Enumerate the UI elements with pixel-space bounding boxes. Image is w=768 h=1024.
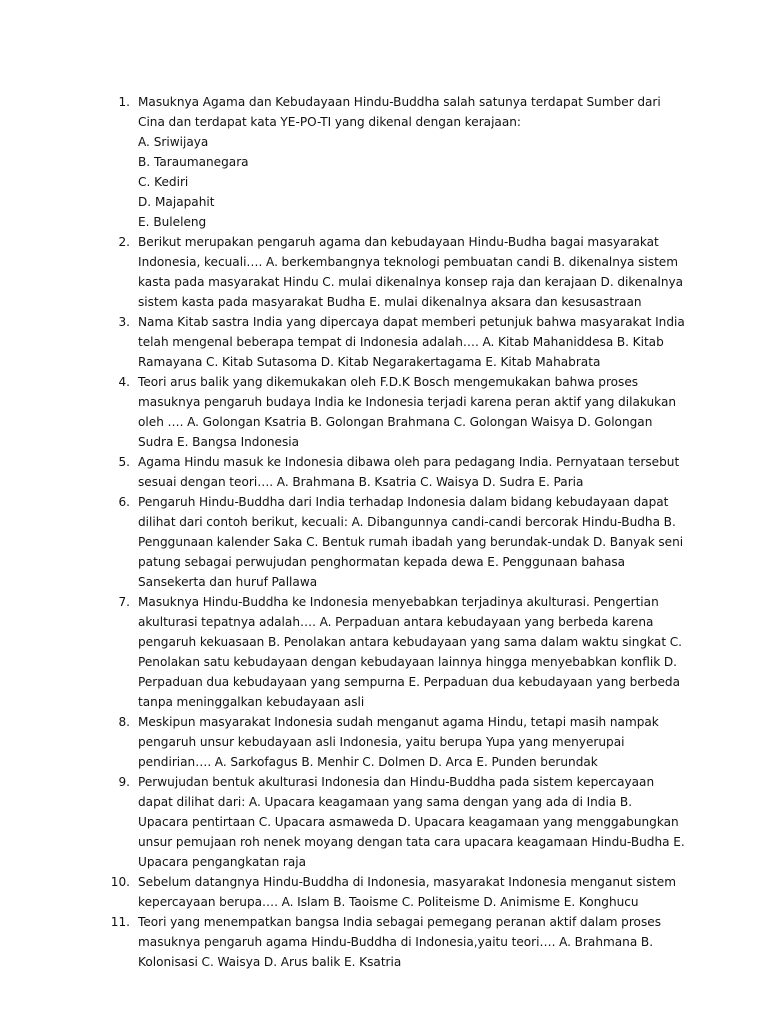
question-text: Teori arus balik yang dikemukakan oleh F.D.K Bosch mengemukakan bahwa proses masuknya pengaruh budaya India ke Indonesia terjadi karena peran aktif yang dilakukan oleh …. A. Golongan Ksatria B. Golongan Brahmana C. Golongan Waisya D. Golongan Sudra E. Bangsa Indonesia [138, 375, 677, 449]
question-item-4 [100, 372, 685, 452]
question-item-8 [100, 712, 685, 772]
question-number: 9. [118, 775, 130, 789]
question-number: 8. [118, 715, 130, 729]
question-list [100, 92, 685, 972]
option-list [138, 132, 685, 232]
question-item-3 [100, 312, 685, 372]
question-text: Pengaruh Hindu-Buddha dari India terhadap Indonesia dalam bidang kebudayaan dapat dilihat dari contoh berikut, kecuali: A. Dibangunnya candi-candi bercorak Hindu-Budha B. Penggunaan kalender Saka C. Bentuk rumah ibadah yang berundak-undak D. Banyak seni patung sebagai perwujudan penghormatan kepada dewa E. Penggunaan bahasa Sansekerta dan huruf Pallawa [138, 495, 684, 589]
question-text: Agama Hindu masuk ke Indonesia dibawa oleh para pedagang India. Pernyataan tersebut sesuai dengan teori…. A. Brahmana B. Ksatria C. Waisya D. Sudra E. Paria [138, 455, 680, 489]
question-text: Masuknya Agama dan Kebudayaan Hindu-Buddha salah satunya terdapat Sumber dari Cina dan terdapat kata YE-PO-TI yang dikenal dengan kerajaan: [138, 95, 661, 129]
question-item-7 [100, 592, 685, 712]
question-item-6 [100, 492, 685, 592]
question-number: 1. [118, 95, 130, 109]
question-number: 7. [118, 595, 130, 609]
question-text: Berikut merupakan pengaruh agama dan kebudayaan Hindu-Budha bagai masyarakat Indonesia, kecuali…. A. berkembangnya teknologi pembuatan candi B. dikenalnya sistem kasta pada masyarakat Hindu C. mulai dikenalnya konsep raja dan kerajaan D. dikenalnya sistem kasta pada masyarakat Budha E. mulai dikenalnya aksara dan kesusastraan [138, 235, 684, 309]
question-item-11 [100, 912, 685, 972]
question-text: Nama Kitab sastra India yang dipercaya dapat memberi petunjuk bahwa masyarakat India telah mengenal beberapa tempat di Indonesia adalah…. A. Kitab Mahaniddesa B. Kitab Ramayana C. Kitab Sutasoma D. Kitab Negarakertagama E. Kitab Mahabrata [138, 315, 685, 369]
question-item-10 [100, 872, 685, 912]
option-c: C. Kediri [138, 175, 189, 189]
question-number: 10. [110, 875, 130, 889]
question-number: 11. [110, 915, 130, 929]
question-number: 6. [118, 495, 130, 509]
question-number: 4. [118, 375, 130, 389]
question-number: 3. [118, 315, 130, 329]
option-b: B. Taraumanegara [138, 155, 249, 169]
question-number: 2. [118, 235, 130, 249]
question-text: Sebelum datangnya Hindu-Buddha di Indonesia, masyarakat Indonesia menganut sistem kepercayaan berupa…. A. Islam B. Taoisme C. Politeisme D. Animisme E. Konghucu [138, 875, 677, 909]
question-text: Perwujudan bentuk akulturasi Indonesia dan Hindu-Buddha pada sistem kepercayaan dapat dilihat dari: A. Upacara keagamaan yang sama dengan yang ada di India B. Upacara pentirtaan C. Upacara asmaweda D. Upacara keagamaan yang menggabungkan unsur pemujaan roh nenek moyang dengan tata cara upacara keagamaan Hindu-Budha E. Upacara pengangkatan raja [138, 775, 685, 869]
option-e: E. Buleleng [138, 215, 207, 229]
question-item-9 [100, 772, 685, 872]
question-item-5 [100, 452, 685, 492]
question-item-1 [100, 92, 685, 232]
option-a: A. Sriwijaya [138, 135, 209, 149]
question-item-2 [100, 232, 685, 312]
option-d: D. Majapahit [138, 195, 215, 209]
question-text: Masuknya Hindu-Buddha ke Indonesia menyebabkan terjadinya akulturasi. Pengertian akulturasi tepatnya adalah…. A. Perpaduan antara kebudayaan yang berbeda karena pengaruh kekuasaan B. Penolakan antara kebudayaan yang sama dalam waktu singkat C. Penolakan satu kebudayaan dengan kebudayaan lainnya hingga menyebabkan konflik D. Perpaduan dua kebudayaan yang sempurna E. Perpaduan dua kebudayaan yang berbeda tanpa meninggalkan kebudayaan asli [138, 595, 683, 709]
question-text: Teori yang menempatkan bangsa India sebagai pemegang peranan aktif dalam proses masuknya pengaruh agama Hindu-Buddha di Indonesia,yaitu teori…. A. Brahmana B. Kolonisasi C. Waisya D. Arus balik E. Ksatria [138, 915, 662, 969]
question-text: Meskipun masyarakat Indonesia sudah menganut agama Hindu, tetapi masih nampak pengaruh unsur kebudayaan asli Indonesia, yaitu berupa Yupa yang menyerupai pendirian…. A. Sarkofagus B. Menhir C. Dolmen D. Arca E. Punden berundak [138, 715, 659, 769]
question-number: 5. [118, 455, 130, 469]
